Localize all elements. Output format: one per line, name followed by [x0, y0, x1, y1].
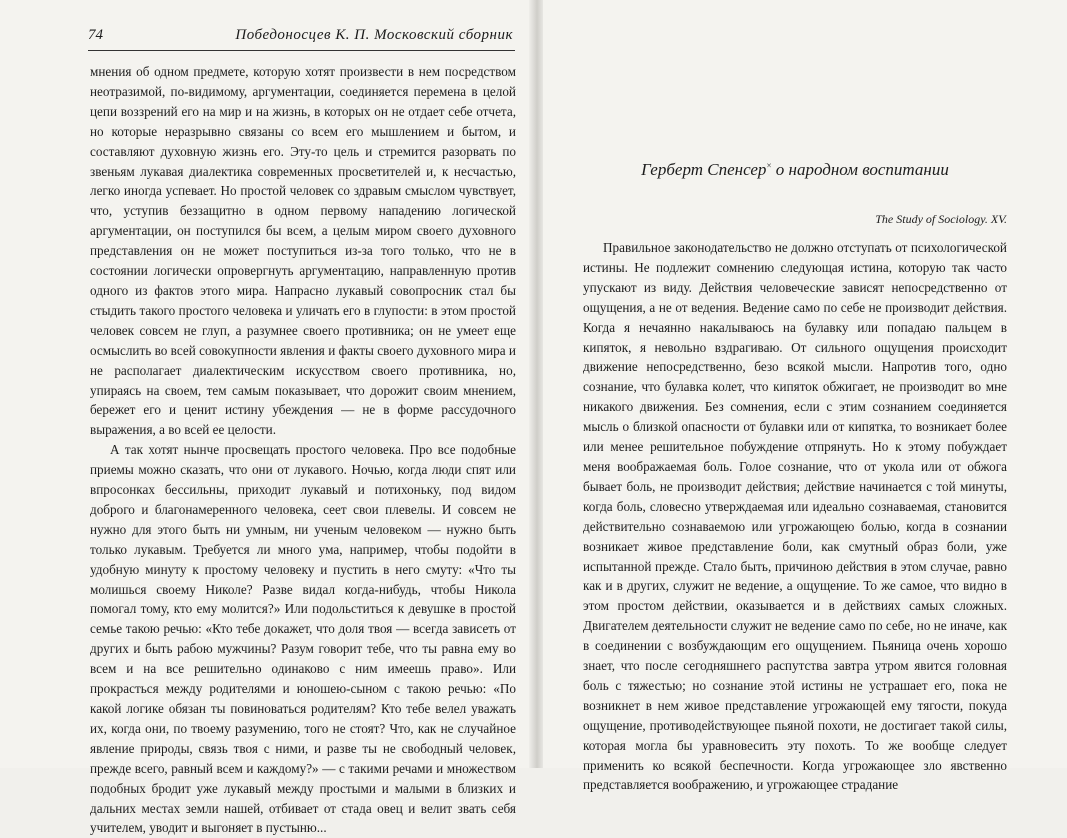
- source-citation: The Study of Sociology. XV.: [875, 212, 1007, 226]
- left-page-body: [90, 62, 516, 838]
- running-title: Победоносцев К. П. Московский сборник: [235, 27, 513, 43]
- chapter-title-name: Герберт Спенсер: [641, 160, 767, 179]
- right-paragraph-1: Правильное законодательство не должно отступать от психологической истины. Не подлежит сомнению следующая истина, которую так часто упускают из виду. Действия человеческие зависят непосредственно от ощущения, а не от ведения. Ведение само по себе не производит действия. Когда я нечаянно накалываюсь на булавку или попадаю пальцем в кипяток, я невольно вздрагиваю. От сильного ощущения происходит движение непосредственно, безо всякой мысли. Напротив того, одно сознание, что булавка колет, что кипяток обжигает, не производит во мне никакого движения. Без сомнения, если с этим сознанием соединяется мысль о близкой опасности от булавки или от кипятка, то возникает более или менее решительное побуждение отпрянуть. Но к этому побуждает меня воображаемая боль. Голое сознание, что от укола или от обжога бывает боль, не производит действия; действие начинается с той минуты, когда боль, словесно утверждаемая или идеально сознаваемая, становится действительно сознаваемою или угрожающею болью, когда в сознании возникает живое представление боли, как смутный образ боли, уже испытанной прежде. Стало быть, причиною действия в этом случае, равно как и в других, служит не ведение, а ощущение. То же самое, что видно в этом простом действии, оказывается и в действиях самых сложных. Двигателем деятельности служит не ведение само по себе, но не иначе, как в соединении с возбуждающим его ощущением. Пьяница очень хорошо знает, что после сегодняшнего распутства завтра утром явится головная боль с тяжестью; но сознание этой истины не устрашает его, пока не возникнет в нем живое представление угрожающей ему тягости, покуда ощущение, противодействующее пьяной похоти, не достигает такой силы, которая могла бы уравновесить эту похоть. То же вообще следует применить ко всякой беспечности. Когда угрожающее зло явственно представляется воображению, и угрожающее страдание: [583, 240, 1007, 793]
- footnote-mark: ×: [766, 160, 772, 171]
- chapter-title: [583, 160, 1007, 180]
- left-paragraph-1: мнения об одном предмете, которую хотят произвести в нем посредством неотразимой, по-видимому, аргументации, соединяется перемена в целой цепи воззрений его на мир и на жизнь, в которых он не отдает себе отчета, но которые неразрывно связаны со всем его мышлением и бытом, и составляют духовную жизнь его. Эту-то цель и стремится разорвать по звеньям лукавая диалектика современных просветителей и, к несчастью, легко иногда успевает. Но простой человек со здравым смыслом чувствует, что, уступив беззащитно в одном первому нападению логической аргументации, он поступился бы всем, а целым миром своего духовного представления он не может поступиться из-за того только, что не в состоянии логически опровергнуть аргументацию, направленную против одного из фактов этого мира. Напрасно лукавый совопросник стал бы стыдить такого простого человека и уличать его в глупости: в этом простой человек совсем не глуп, а разумнее своего противника; он не умеет еще осмыслить во всей совокупности явления и факты своего духовного мира и не располагает диалектическим искусством своего противника, но, упираясь на своем, тем самым показывает, что дорожит своим мнением, бережет его и ценит истину убеждения — не в форме рассудочного выражения, а во всей ее целости.: [90, 64, 516, 438]
- left-page-header: [88, 27, 513, 49]
- chapter-title-rest: о народном воспитании: [775, 160, 949, 179]
- right-page-body: [583, 238, 1007, 795]
- left-paragraph-2: А так хотят нынче просвещать простого человека. Про все подобные приемы можно сказать, что они от лукавого. Ночью, когда люди спят или впросонках бессильны, приходит лукавый и потихоньку, под видом доброго и благонамеренного человека, сеет свои плевелы. И совсем не нужно для этого быть ни умным, ни ученым человеком — нужно быть только лукавым. Требуется ли много ума, например, чтобы подойти в удобную минуту к простому человеку и пустить в него смуту: «Что ты молишься своему Николе? Разве видал когда-нибудь, чтобы Никола помогал тому, кто ему молится?» Или подольститься к девушке в простой семье такою речью: «Кто тебе докажет, что доля твоя — всегда зависеть от других и быть рабою мужчины? Разум говорит тебе, что ты равна ему во всем и на все решительно одинаково с ним имеешь право». Или прокрасться между родителями и юношею-сыном с такою речью: «По какой логике обязан ты повиноваться родителям? Кто тебе велел уважать их, когда они, по твоему разумению, того не стоят? Что, как не случайное явление природы, связь твоя с ними, и разве ты не свободный человек, прежде всего, равный всем и каждому?» — с такими речами и множеством подобных бродит уже лукавый между простыми и малыми в близких и дальних местах земли нашей, отбивает от стада овец и велит звать себя учителем, уводит и выгоняет в пустыню...: [90, 442, 516, 836]
- header-rule: [88, 50, 515, 51]
- page-number: 74: [88, 27, 103, 43]
